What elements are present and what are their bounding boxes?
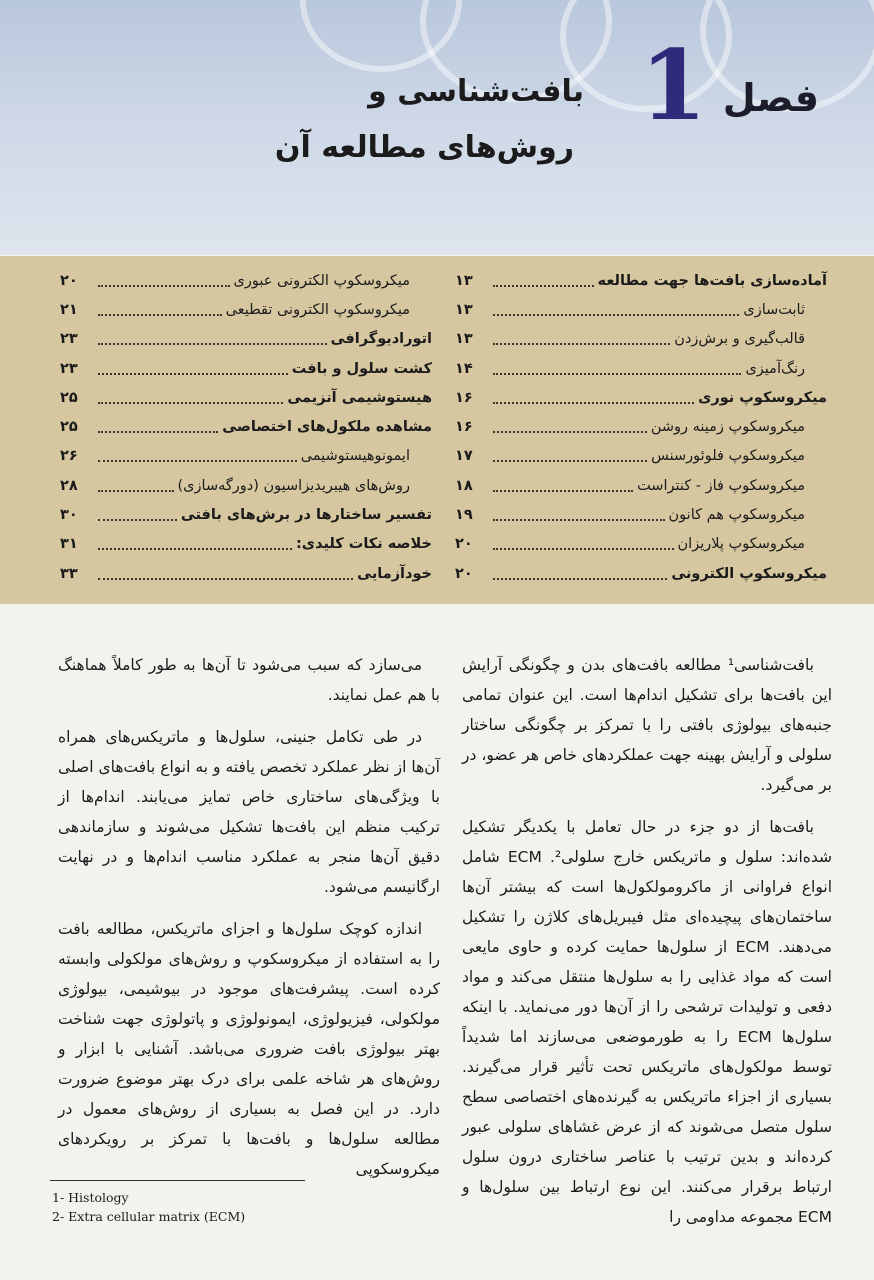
toc-dot-leader — [98, 568, 353, 580]
table-of-contents — [0, 256, 874, 604]
toc-dot-leader — [493, 421, 647, 433]
toc-entry — [455, 383, 827, 412]
toc-entry-page: ۳۰ — [60, 507, 78, 524]
chapter-label: فصل — [722, 76, 819, 120]
toc-dot-leader — [493, 450, 647, 462]
toc-entry-label: میکروسکوپ الکترونی عبوری — [233, 272, 410, 289]
toc-column-left — [60, 266, 432, 588]
toc-entry-page: ۱۳ — [455, 301, 473, 318]
toc-entry — [60, 530, 432, 559]
toc-entry-label: آماده‌سازی بافت‌ها جهت مطالعه — [597, 272, 827, 289]
toc-entry-label: میکروسکوپ فاز - کنتراست — [637, 477, 805, 494]
toc-entry-label: میکروسکوپ پلاریزان — [677, 536, 805, 553]
body-paragraph: بافت‌شناسی¹ مطالعه بافت‌های بدن و چگونگی آرایش این بافت‌ها برای تشکیل اندام‌ها است. این عنوان تمامی جنبه‌های بیولوژی بافتی را با تمرکز بر چگونگی ساختار سلولی و آرایش بهینه جهت عملکردهای خاص هر عضو، در بر می‌گیرد. — [462, 656, 832, 794]
toc-entry-label: میکروسکوپ زمینه روشن — [650, 419, 805, 436]
toc-entry — [455, 500, 827, 529]
toc-entry — [60, 500, 432, 529]
toc-entry — [455, 471, 827, 500]
toc-dot-leader — [493, 333, 670, 345]
toc-entry-label: مشاهده ملکول‌های اختصاصی — [222, 419, 432, 436]
toc-dot-leader — [98, 538, 292, 550]
toc-entry-label: ایمونوهیستوشیمی — [300, 448, 410, 465]
toc-entry-label: میکروسکوپ هم کانون — [668, 507, 805, 524]
toc-entry-label: میکروسکوپ نوری — [698, 389, 827, 406]
toc-entry-page: ۳۳ — [60, 565, 78, 582]
body-column-right — [462, 650, 832, 1244]
footnotes — [52, 1188, 245, 1226]
toc-dot-leader — [98, 392, 283, 404]
toc-entry-page: ۲۰ — [60, 272, 78, 289]
chapter-header — [0, 0, 874, 255]
toc-entry-label: تفسیر ساختارها در برش‌های بافتی — [180, 507, 432, 524]
toc-entry — [455, 412, 827, 441]
toc-entry-page: ۱۷ — [455, 448, 473, 465]
toc-dot-leader — [98, 304, 222, 316]
toc-entry — [455, 559, 827, 588]
toc-entry — [455, 442, 827, 471]
toc-entry-label: اتورادیوگرافی — [330, 331, 432, 348]
toc-dot-leader — [98, 509, 177, 521]
toc-entry-page: ۲۵ — [60, 419, 78, 436]
toc-entry — [455, 325, 827, 354]
toc-entry-label: ثابت‌سازی — [743, 301, 805, 318]
footnote-item: 2- Extra cellular matrix (ECM) — [52, 1209, 246, 1224]
toc-entry — [60, 266, 432, 295]
body-paragraph: اندازه کوچک سلول‌ها و اجزای ماتریکس، مطالعه بافت را به استفاده از میکروسکوپ و روش‌های مولکولی وابسته کرده است. پیشرفت‌های موجود در بیوشیمی، بیولوژی مولکولی، فیزیولوژی، ایمونولوژی و پاتولوژی جهت شناخت بهتر بیولوژی بافت ضروری می‌باشد. آشنایی با ابزار و روش‌های هر شاخه علمی برای درک بهتر موضوع ضرورت دارد. در این فصل به بسیاری از روش‌های معمول در مطالعه سلول‌ها و بافت‌ها با تمرکز بر رویکردهای میکروسکوپی — [58, 920, 440, 1178]
toc-entry-label: رنگ‌آمیزی — [745, 360, 805, 377]
toc-entry-page: ۱۶ — [455, 389, 473, 406]
toc-entry — [60, 295, 432, 324]
toc-dot-leader — [493, 304, 739, 316]
toc-entry — [455, 354, 827, 383]
toc-entry-label: خودآزمایی — [357, 565, 432, 582]
toc-entry-page: ۱۳ — [455, 331, 473, 348]
toc-entry-page: ۲۶ — [60, 448, 78, 465]
toc-entry-page: ۱۴ — [455, 360, 473, 377]
toc-dot-leader — [493, 538, 674, 550]
toc-dot-leader — [98, 275, 230, 287]
body-paragraph: بافت‌ها از دو جزء در حال تعامل با یکدیگر تشکیل شده‌اند: سلول و ماتریکس خارج سلولی². ECM شامل انواع فراوانی از ماکرومولکول‌ها است که بیشتر آن‌ها ساختمان‌های پیچیده‌ای مثل فیبریل‌های کلاژن را تشکیل می‌دهند. ECM از سلول‌ها حمایت کرده و حاوی مایعی است که مواد غذایی را به سلول‌ها منتقل می‌کند و مواد دفعی و تولیدات ترشحی را از آن‌ها دور می‌نماید. با اینکه سلول‌ها ECM را به طورموضعی می‌سازند اما شدیداً توسط مولکول‌های ماتریکس تحت تأثیر قرار می‌گیرند. بسیاری از اجزاء ماتریکس به گیرنده‌های اختصاصی سطح سلول متصل می‌شوند که از عرض غشاهای سلولی عبور کرده‌اند و بدین ترتیب با عناصر ساختاری درون سلول ارتباط برقرار می‌کنند. این نوع ارتباط بین سلول‌ها و ECM مجموعه مداومی را — [462, 818, 832, 1226]
toc-entry-page: ۳۱ — [60, 536, 78, 553]
body-column-left — [58, 650, 440, 1196]
toc-entry-page: ۲۱ — [60, 301, 78, 318]
toc-entry — [60, 325, 432, 354]
toc-dot-leader — [98, 363, 288, 375]
toc-entry-label: روش‌های هیبریدیزاسیون (دورگه‌سازی) — [177, 477, 410, 494]
toc-entry-page: ۲۸ — [60, 477, 78, 494]
toc-entry-page: ۲۰ — [455, 565, 473, 582]
toc-dot-leader — [98, 421, 218, 433]
toc-entry-page: ۱۶ — [455, 419, 473, 436]
toc-entry-page: ۱۹ — [455, 507, 473, 524]
toc-entry-label: خلاصه نکات کلیدی: — [296, 536, 432, 553]
toc-entry-page: ۲۵ — [60, 389, 78, 406]
toc-dot-leader — [98, 480, 174, 492]
chapter-title-line1: بافت‌شناسی و — [368, 74, 584, 109]
toc-dot-leader — [493, 568, 667, 580]
toc-entry — [60, 354, 432, 383]
toc-entry — [455, 295, 827, 324]
toc-dot-leader — [493, 480, 633, 492]
toc-entry — [60, 383, 432, 412]
toc-entry-label: هیستوشیمی آنزیمی — [287, 389, 432, 406]
toc-entry-page: ۲۳ — [60, 331, 78, 348]
chapter-title-line2: روش‌های مطالعه آن — [274, 130, 574, 165]
toc-entry-page: ۱۸ — [455, 477, 473, 494]
toc-entry — [455, 530, 827, 559]
toc-entry — [60, 412, 432, 441]
footnote-item: 1- Histology — [52, 1190, 129, 1205]
toc-column-right — [455, 266, 827, 588]
toc-dot-leader — [493, 275, 594, 287]
toc-dot-leader — [493, 392, 694, 404]
toc-entry — [455, 266, 827, 295]
toc-entry-label: میکروسکوپ فلوئورسنس — [651, 448, 805, 465]
chapter-number: 1 — [640, 29, 707, 142]
body-paragraph: در طی تکامل جنینی، سلول‌ها و ماتریکس‌های همراه آن‌ها از نظر عملکرد تخصص یافته و به انواع بافت‌های اصلی با ویژگی‌های ساختاری خاص تمایز می‌یابند. اندام‌ها از ترکیب منظم این بافت‌ها تشکیل می‌شوند و سازماندهی دقیق آن‌ها منجر به عملکرد مناسب اندام‌ها و در نهایت ارگانیسم می‌شود. — [58, 728, 440, 896]
toc-dot-leader — [98, 450, 297, 462]
body-paragraph: می‌سازد که سبب می‌شود تا آن‌ها به طور کاملاً هماهنگ با هم عمل نمایند. — [58, 656, 440, 704]
toc-entry-label: قالب‌گیری و برش‌زدن — [674, 331, 805, 348]
toc-dot-leader — [493, 363, 741, 375]
toc-entry-page: ۲۰ — [455, 536, 473, 553]
footnote-divider — [50, 1180, 305, 1181]
toc-entry — [60, 442, 432, 471]
toc-entry-label: کشت سلول و بافت — [291, 360, 432, 377]
toc-entry-page: ۲۳ — [60, 360, 78, 377]
toc-entry-label: میکروسکوپ الکترونی — [671, 565, 827, 582]
toc-entry-page: ۱۳ — [455, 272, 473, 289]
toc-dot-leader — [98, 333, 327, 345]
toc-entry-label: میکروسکوپ الکترونی تقطیعی — [225, 301, 410, 318]
toc-entry — [60, 559, 432, 588]
toc-entry — [60, 471, 432, 500]
toc-dot-leader — [493, 509, 665, 521]
